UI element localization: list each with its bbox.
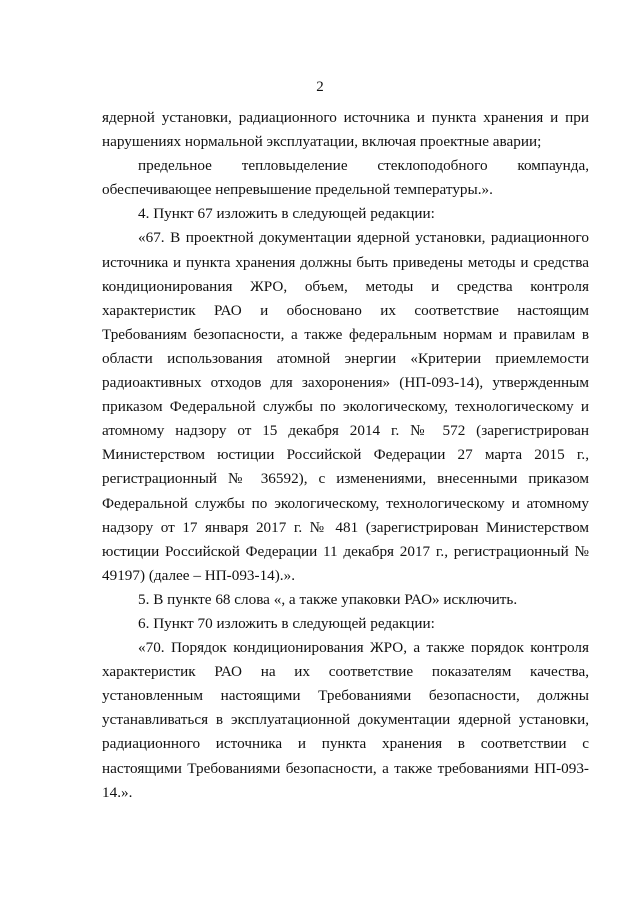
paragraph-heat-release: предельное тепловыделение стеклоподобного компаунда, обеспечивающее непревышение предельной температуры.». bbox=[102, 157, 589, 199]
page-number: 2 bbox=[316, 79, 324, 95]
paragraph-continuation: ядерной установки, радиационного источника и пункта хранения и при нарушениях нормальной эксплуатации, включая проектные аварии; bbox=[102, 109, 589, 151]
paragraph-point-67: «67. В проектной документации ядерной установки, радиационного источника и пункта хранения должны быть приведены методы и средства кондиционирования ЖРО, объем, методы и средства контроля характеристик РАО и обосновано их соответствие настоящим Требованиям безопасности, а также федеральным нормам и правилам в области использования атомной энергии «Критерии приемлемости радиоактивных отходов для захоронения» (НП-093-14), утвержденным приказом Федеральной службы по экологическому, технологическому и атомному надзору от 15 декабря 2014 г. № 572 (зарегистрирован Министерством юстиции Российской Федерации 27 марта 2015 г., регистрационный № 36592), с изменениями, внесенными приказом Федеральной службы по экологическому, технологическому и атомному надзору от 17 января 2017 г. № 481 (зарегистрирован Министерством юстиции Российской Федерации 11 декабря 2017 г., регистрационный № 49197) (далее – НП-093-14).». bbox=[102, 229, 589, 584]
paragraph-item-6: 6. Пункт 70 изложить в следующей редакции: bbox=[138, 614, 435, 632]
document-body bbox=[102, 106, 589, 805]
paragraph-item-5: 5. В пункте 68 слова «, а также упаковки РАО» исключить. bbox=[138, 590, 518, 608]
paragraph-point-70: «70. Порядок кондиционирования ЖРО, а также порядок контроля характеристик РАО на их соответствие показателям качества, установленным настоящими Требованиями безопасности, должны устанавливаться в эксплуатационной документации ядерной установки, радиационного источника и пункта хранения в соответствии с настоящими Требованиями безопасности, а также требованиями НП-093-14.». bbox=[102, 639, 589, 801]
paragraph-item-4: 4. Пункт 67 изложить в следующей редакции: bbox=[138, 205, 435, 223]
